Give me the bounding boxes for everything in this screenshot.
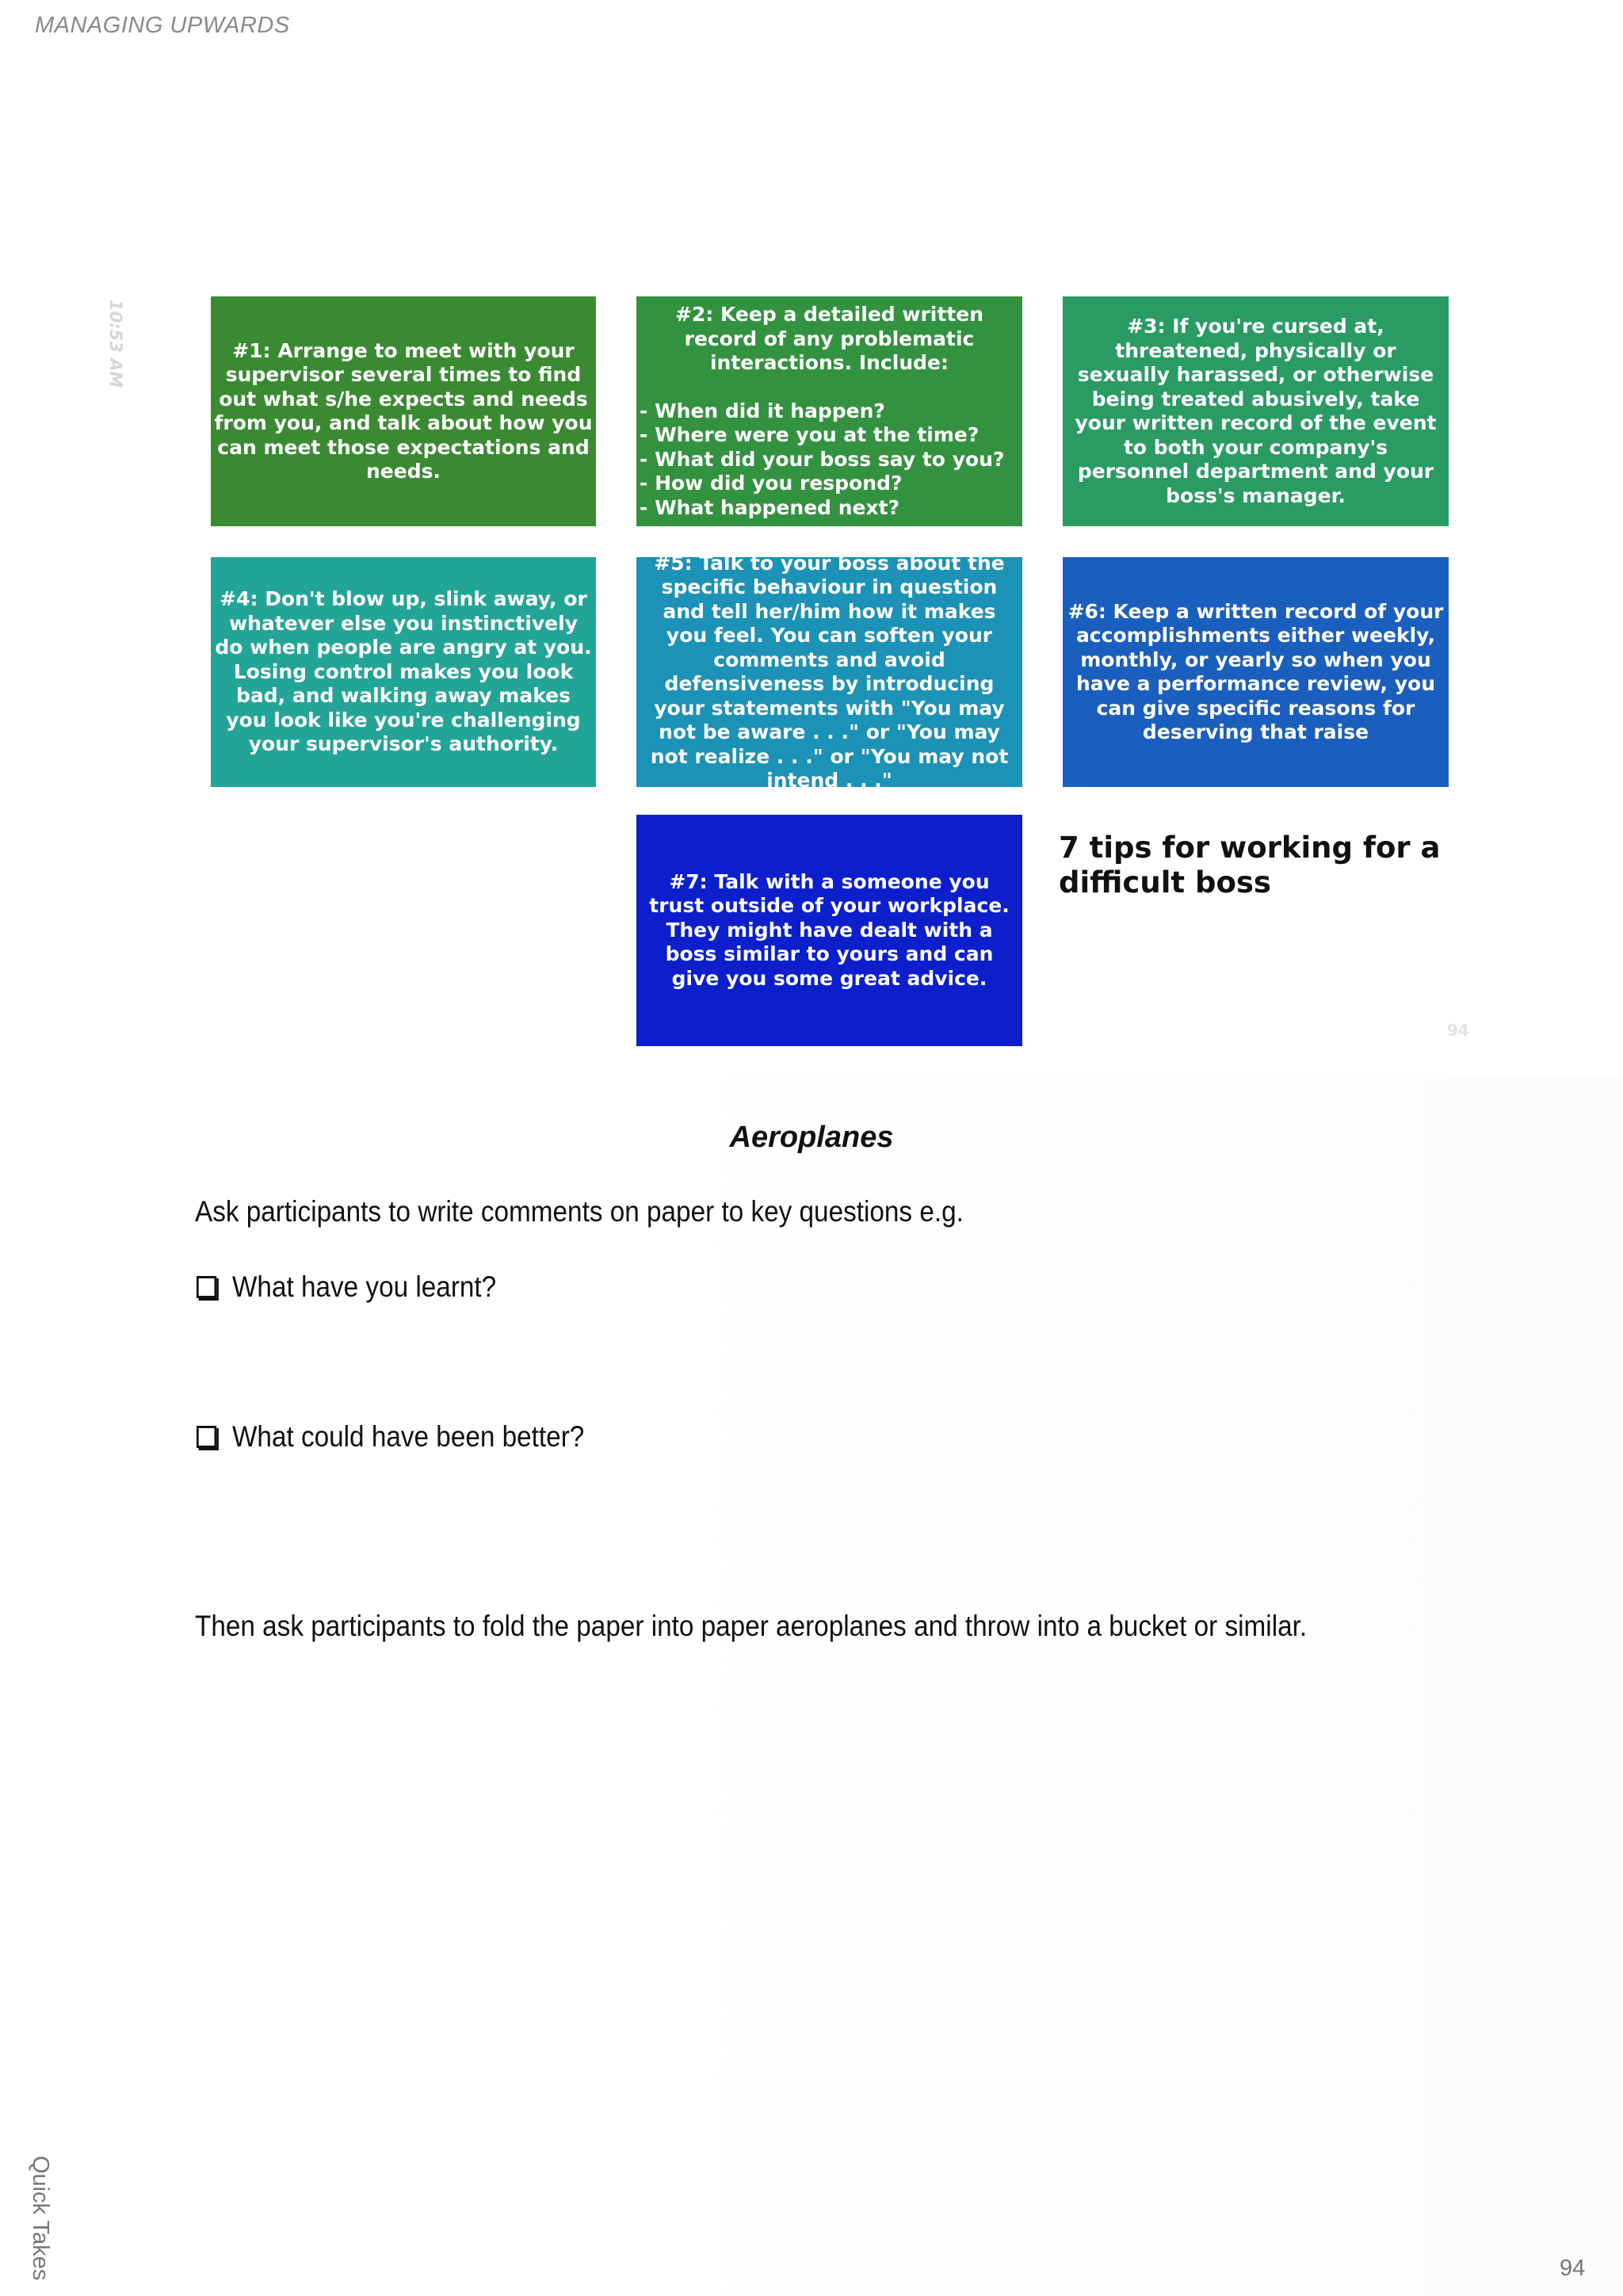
question-text: What could have been better? [232, 1420, 585, 1453]
tip-6-card: #6: Keep a written record of your accomplishments either weekly, monthly, or yearly so when you have a performance review, you can give specific reasons for deserving that raise [1063, 557, 1449, 787]
tip-3-card: #3: If you're cursed at, threatened, physically or sexually harassed, or otherwise being treated abusively, take your written record of the event to both your company's personnel department and your boss's manager. [1063, 296, 1449, 526]
question-item [197, 1270, 496, 1304]
slide-heading: 7 tips for working for a difficult boss [1059, 831, 1441, 900]
section-title: Aeroplanes [729, 1121, 894, 1154]
tip-4-card: #4: Don't blow up, slink away, or whatever else you instinctively do when people are angry at you. Losing control makes you look bad, and walking away makes you look like you're challenging your supervisor's authority. [211, 557, 596, 787]
slide-number: 94 [1447, 1021, 1469, 1040]
question-text: What have you learnt? [232, 1270, 497, 1303]
tip-1-card: #1: Arrange to meet with your supervisor several times to find out what s/he expects and needs from you, and talk about how you can meet those expectations and needs. [211, 296, 596, 526]
checkbox-icon [197, 1426, 216, 1448]
activity-closing: Then ask participants to fold the paper into paper aeroplanes and throw into a bucket or similar. [195, 1610, 1308, 1642]
question-item [197, 1420, 584, 1454]
running-header: MANAGING UPWARDS [35, 13, 290, 38]
checkbox-icon [197, 1276, 216, 1298]
activity-intro: Ask participants to write comments on paper to key questions e.g. [195, 1195, 964, 1228]
page-number: 94 [1560, 2256, 1586, 2281]
tip-2-question-list: - When did it happen? - Where were you at the time? - What did your boss say to you? - How did you respond? - What happened next? [640, 399, 1005, 519]
background-shade [618, 1074, 1623, 2296]
tip-2-card [636, 296, 1022, 526]
tip-7-card: #7: Talk with a someone you trust outside of your workplace. They might have dealt with a boss similar to yours and can give you some great advice. [636, 815, 1022, 1046]
tip-2-intro: #2: Keep a detailed written record of any problematic interactions. Include: [674, 303, 984, 374]
tip-5-card: #5: Talk to your boss about the specific behaviour in question and tell her/him how it makes you feel. You can soften your comments and avoid defensiveness by introducing your statements with "You may not be aware . . ." or "You may not realize . . ." or "You may not intend . . ." [636, 557, 1022, 787]
slide-timestamp: 10:53 AM [106, 300, 125, 388]
side-label: Quick Takes [28, 2156, 53, 2281]
